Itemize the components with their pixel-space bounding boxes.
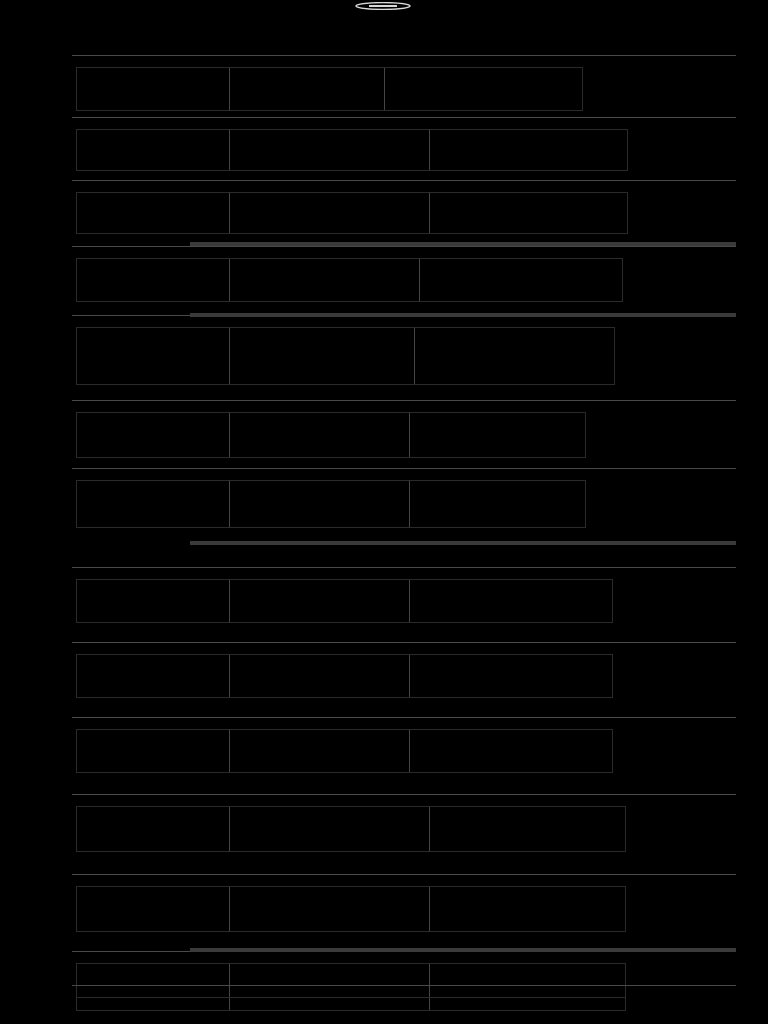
pane-separator (229, 481, 230, 527)
entry-pane-1 (81, 483, 227, 525)
pane-separator (409, 580, 410, 622)
entry-rule (72, 717, 736, 718)
entry-marker (38, 466, 58, 470)
entry-pane-2 (233, 261, 415, 299)
pane-separator (229, 730, 230, 772)
entry-title (78, 119, 734, 128)
entry-pane-1 (81, 732, 227, 770)
entry-rule (72, 642, 736, 643)
entry-marker (38, 115, 58, 119)
pane-separator (229, 328, 230, 384)
pane-separator (429, 998, 430, 1010)
entry-pane-3 (433, 195, 623, 231)
pane-separator (429, 887, 430, 931)
entry-block (76, 129, 628, 171)
entry-title (78, 953, 734, 962)
entry-title (78, 644, 734, 653)
entry-marker (38, 715, 58, 719)
entry-pane-1 (81, 582, 227, 620)
entry-title (78, 402, 734, 411)
entry-pane-1 (81, 195, 227, 231)
entry-rule (72, 985, 736, 986)
entry-block (76, 997, 626, 1011)
entry-pane-1 (81, 809, 227, 849)
entry-title (78, 57, 734, 66)
entry-pane-3 (388, 70, 578, 108)
entry-pane-3 (413, 415, 581, 455)
entry-title (78, 569, 734, 578)
entry-marker (38, 640, 58, 644)
entry-pane-1 (81, 261, 227, 299)
entry-pane-2 (233, 415, 405, 455)
highlight-banner (190, 541, 736, 545)
pane-separator (229, 68, 230, 110)
entry-pane-1 (81, 70, 227, 108)
entry-pane-3 (433, 1000, 621, 1008)
entry-pane-2 (233, 70, 380, 108)
entry-block (76, 729, 613, 773)
entry-rule (72, 794, 736, 795)
pane-separator (229, 130, 230, 170)
pane-separator (229, 413, 230, 457)
pane-separator (414, 328, 415, 384)
entry-block (76, 412, 586, 458)
entry-pane-2 (233, 330, 410, 382)
entry-rule (72, 567, 736, 568)
entry-block (76, 654, 613, 698)
entry-pane-1 (81, 889, 227, 929)
column-header-row (86, 42, 686, 48)
entry-marker (38, 313, 58, 317)
entry-pane-3 (413, 483, 581, 525)
highlight-banner (190, 313, 736, 317)
pane-separator (409, 481, 410, 527)
entry-marker (38, 792, 58, 796)
entry-block (76, 806, 626, 852)
entry-rule (72, 400, 736, 401)
entry-title (78, 876, 734, 885)
entry-block (76, 67, 583, 111)
pane-separator (229, 807, 230, 851)
entry-block (76, 480, 586, 528)
entry-pane-3 (413, 732, 608, 770)
pane-separator (429, 130, 430, 170)
entry-title (78, 796, 734, 805)
entry-pane-1 (81, 657, 227, 695)
entry-rule (72, 180, 736, 181)
pane-separator (229, 998, 230, 1010)
pane-separator (419, 259, 420, 301)
entry-pane-3 (413, 582, 608, 620)
entry-pane-3 (433, 809, 621, 849)
pane-separator (409, 655, 410, 697)
highlight-banner (190, 948, 736, 952)
entry-marker (38, 398, 58, 402)
pane-separator (409, 413, 410, 457)
entry-marker (38, 244, 58, 248)
entry-block (76, 579, 613, 623)
entry-marker (38, 983, 58, 987)
entry-pane-3 (423, 261, 618, 299)
pane-separator (229, 580, 230, 622)
pane-separator (384, 68, 385, 110)
pane-separator (429, 807, 430, 851)
pane-separator (229, 193, 230, 233)
highlight-banner (190, 242, 736, 246)
entry-pane-1 (81, 1000, 227, 1008)
entry-pane-2 (233, 195, 425, 231)
entry-block (76, 327, 615, 385)
entry-rule (72, 117, 736, 118)
pane-separator (229, 655, 230, 697)
entry-rule (72, 468, 736, 469)
pane-separator (229, 887, 230, 931)
entry-pane-3 (433, 132, 623, 168)
entry-marker (38, 872, 58, 876)
entry-pane-2 (233, 732, 405, 770)
entry-block (76, 258, 623, 302)
entry-title (78, 182, 734, 191)
entry-pane-3 (418, 330, 610, 382)
entry-pane-1 (81, 330, 227, 382)
entry-pane-2 (233, 809, 425, 849)
entry-block (76, 192, 628, 234)
logo (355, 2, 411, 10)
pane-separator (409, 730, 410, 772)
entry-title (78, 470, 734, 479)
entry-title (78, 987, 734, 996)
entry-marker (38, 949, 58, 953)
entry-pane-3 (413, 657, 608, 695)
entry-rule (72, 246, 736, 247)
entry-pane-2 (233, 889, 425, 929)
entry-pane-2 (233, 1000, 425, 1008)
entry-pane-2 (233, 483, 405, 525)
entry-title (78, 719, 734, 728)
pane-separator (229, 259, 230, 301)
entry-marker (38, 178, 58, 182)
page-footer (330, 1017, 440, 1021)
logo-icon (355, 2, 411, 10)
entry-pane-2 (233, 582, 405, 620)
entry-rule (72, 55, 736, 56)
entry-pane-3 (433, 889, 621, 929)
entry-block (76, 886, 626, 932)
entry-marker (38, 565, 58, 569)
entry-title (78, 317, 734, 326)
entry-marker (38, 53, 58, 57)
entry-pane-1 (81, 132, 227, 168)
entry-pane-1 (81, 415, 227, 455)
entry-pane-2 (233, 132, 425, 168)
entry-rule (72, 874, 736, 875)
entry-title (78, 248, 734, 257)
entry-pane-2 (233, 657, 405, 695)
pane-separator (429, 193, 430, 233)
